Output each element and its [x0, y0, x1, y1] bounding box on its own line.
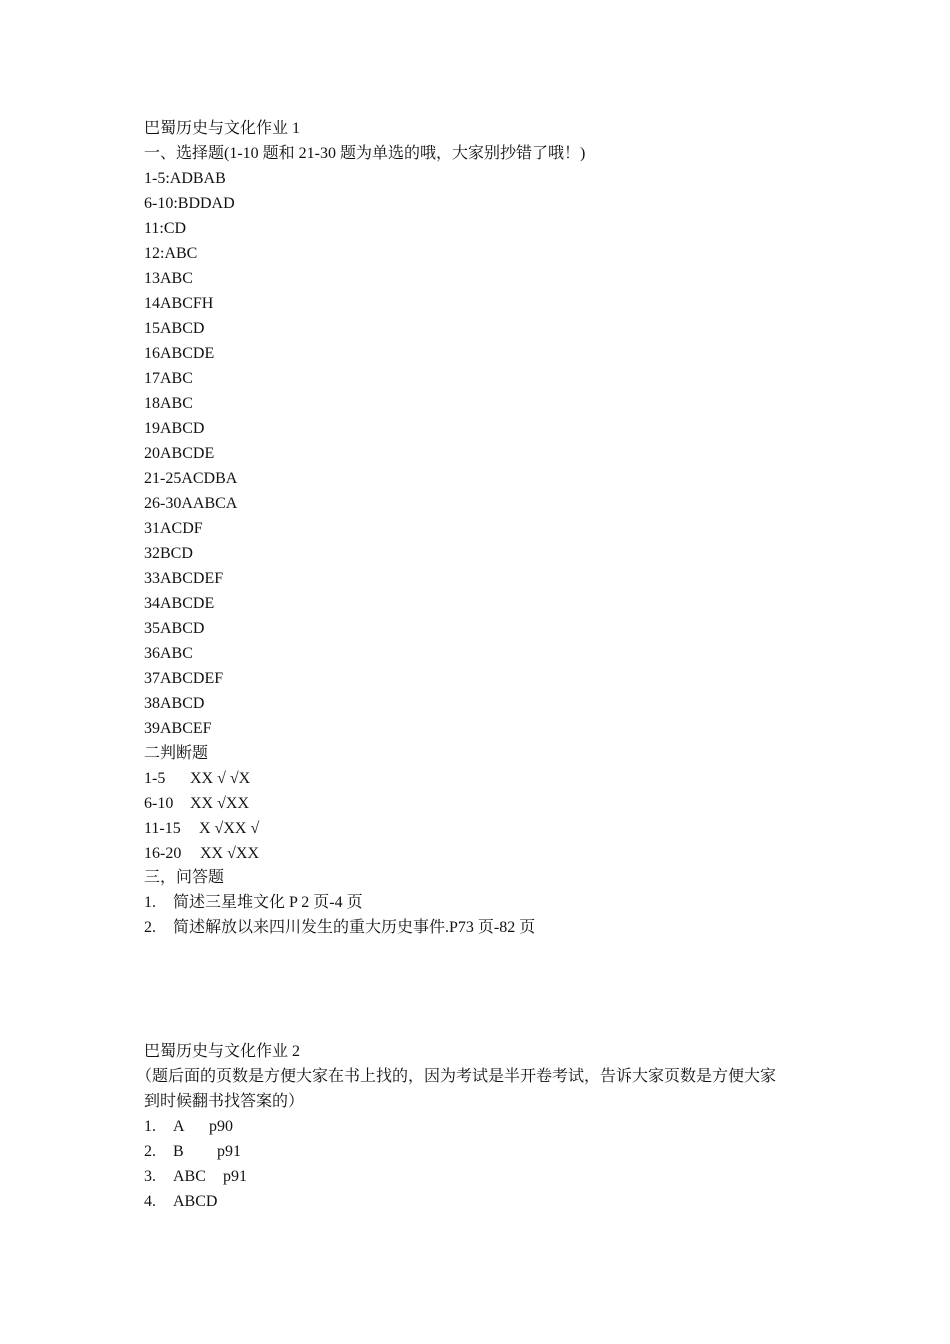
choice-answer: 37ABCDEF: [144, 670, 224, 687]
choice-answer: 38ABCD: [144, 695, 205, 712]
choice-answer: 34ABCDE: [144, 595, 215, 612]
question-number: 1.: [144, 894, 156, 911]
judgement-marks: X √XX √: [199, 820, 260, 837]
choice-answer: 12:ABC: [144, 245, 198, 262]
hw2-choice: ABC: [173, 1168, 206, 1185]
section3-heading: 三，问答题: [144, 869, 225, 886]
question-text: 简述解放以来四川发生的重大历史事件.P73 页-82 页: [173, 919, 536, 936]
choice-answer: 21-25ACDBA: [144, 470, 238, 487]
hw2-page: p90: [209, 1118, 233, 1135]
homework1-title: 巴蜀历史与文化作业 1: [144, 120, 301, 137]
choice-answer: 20ABCDE: [144, 445, 215, 462]
choice-answer: 32BCD: [144, 545, 193, 562]
choice-answer: 39ABCEF: [144, 720, 212, 737]
hw2-answer: [144, 1192, 217, 1212]
judgement-marks: XX √ √X: [190, 770, 251, 787]
hw2-page: p91: [217, 1143, 241, 1160]
choice-answer: 26-30AABCA: [144, 495, 238, 512]
hw2-number: 3.: [144, 1168, 156, 1185]
judgement-answer: [144, 844, 259, 864]
section2-heading: 二判断题: [144, 745, 209, 762]
judgement-answer: [144, 769, 250, 789]
choice-answer: 35ABCD: [144, 620, 205, 637]
note-line: 到时候翻书找答案的）: [144, 1093, 305, 1110]
question-text: 简述三星堆文化 P 2 页-4 页: [173, 894, 363, 911]
hw2-choice: A: [173, 1118, 185, 1135]
hw2-number: 1.: [144, 1118, 156, 1135]
hw2-number: 2.: [144, 1143, 156, 1160]
choice-answer: 18ABC: [144, 395, 193, 412]
question-number: 2.: [144, 919, 156, 936]
choice-answer: 17ABC: [144, 370, 193, 387]
hw2-number: 4.: [144, 1193, 156, 1210]
hw2-answer: [144, 1142, 241, 1162]
choice-answer: 14ABCFH: [144, 295, 214, 312]
hw2-choice: B: [173, 1143, 184, 1160]
note-line: （题后面的页数是方便大家在书上找的，因为考试是半开卷考试，告诉大家页数是方便大家: [136, 1068, 777, 1085]
choice-answer: 13ABC: [144, 270, 193, 287]
choice-answer: 1-5:ADBAB: [144, 170, 226, 187]
choice-answer: 6-10:BDDAD: [144, 195, 235, 212]
judgement-range: 1-5: [144, 770, 166, 787]
hw2-page: p91: [223, 1168, 247, 1185]
question-item: [144, 893, 363, 913]
section1-heading: 一、选择题(1-10 题和 21-30 题为单选的哦，大家别抄错了哦！): [144, 145, 586, 162]
judgement-answer: [144, 794, 249, 814]
choice-answer: 33ABCDEF: [144, 570, 224, 587]
judgement-range: 16-20: [144, 845, 182, 862]
judgement-answer: [144, 819, 259, 839]
choice-answer: 15ABCD: [144, 320, 205, 337]
judgement-range: 11-15: [144, 820, 181, 837]
choice-answer: 19ABCD: [144, 420, 205, 437]
choice-answer: 16ABCDE: [144, 345, 215, 362]
homework2-title: 巴蜀历史与文化作业 2: [144, 1043, 301, 1060]
question-item: [144, 918, 535, 938]
choice-answer: 11:CD: [144, 220, 187, 237]
hw2-choice: ABCD: [173, 1193, 218, 1210]
choice-answer: 36ABC: [144, 645, 193, 662]
hw2-answer: [144, 1167, 247, 1187]
choice-answer: 31ACDF: [144, 520, 203, 537]
judgement-marks: XX √XX: [200, 845, 259, 862]
judgement-marks: XX √XX: [190, 795, 249, 812]
hw2-answer: [144, 1117, 233, 1137]
judgement-range: 6-10: [144, 795, 174, 812]
